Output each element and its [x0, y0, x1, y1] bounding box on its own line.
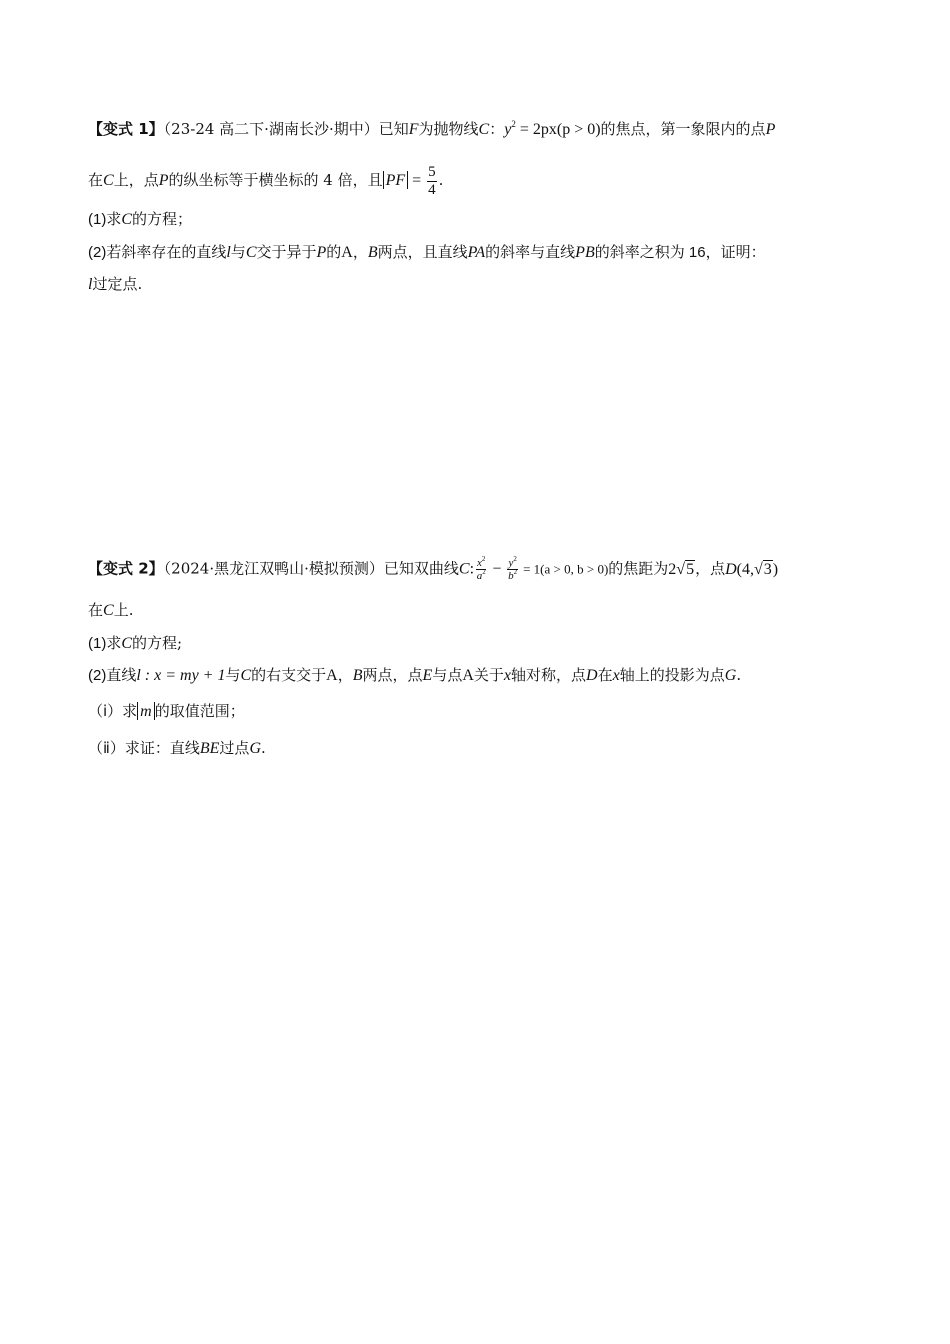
text: 在: [88, 171, 104, 189]
math-B: B: [367, 244, 378, 261]
exponent: 2: [482, 568, 486, 577]
text: .: [261, 739, 266, 757]
abs-m: [137, 702, 155, 720]
math-C: C: [245, 244, 257, 261]
condition: = 1(a > 0, b > 0): [519, 561, 609, 577]
text: 两点，且直线: [377, 243, 468, 261]
variant2-subquestion-ii: [88, 737, 266, 760]
minus: −: [488, 560, 506, 578]
text: 为抛物线: [418, 120, 479, 138]
math-A: A: [462, 667, 474, 684]
variant1-source: （23-24 高二下·湖南长沙·期中）: [163, 120, 379, 138]
math-G: G: [249, 740, 261, 757]
math-C: C: [478, 121, 490, 138]
text: 上.: [113, 601, 134, 619]
text: 轴对称，点: [511, 666, 587, 684]
text: ，: [337, 666, 353, 684]
denominator: 4: [428, 181, 436, 198]
text: .: [438, 171, 444, 189]
math-x: x: [503, 667, 512, 684]
text: 的斜率与直线: [485, 243, 576, 261]
text: 已知: [378, 120, 409, 138]
math-D: D: [725, 560, 737, 578]
math-C: C: [458, 560, 470, 578]
fraction-5-4: [427, 164, 437, 198]
line-equation: l : x = my + 1: [136, 667, 226, 684]
math-y: y: [508, 557, 514, 569]
math-C: C: [121, 211, 133, 228]
math-x: x: [477, 557, 482, 569]
math-C: C: [103, 602, 114, 619]
variant2-source: （2024·黑龙江双鸭山·模拟预测）: [163, 559, 384, 578]
text: 与: [225, 666, 241, 684]
math-y: y: [504, 121, 512, 138]
text: ，点: [695, 559, 726, 578]
text: 的纵坐标等于横坐标的 4 倍，且: [168, 171, 383, 189]
text: 过点: [219, 739, 250, 757]
text: (1)求: [88, 211, 122, 228]
math-PA: PA: [467, 244, 486, 261]
math-a: a: [476, 570, 483, 583]
variant1-question2-cont: [88, 273, 142, 296]
variant2-tag: 【变式 2】: [88, 559, 164, 578]
math-E: E: [422, 667, 433, 684]
text: 的取值范围；: [154, 702, 245, 720]
numerator: 5: [428, 164, 436, 180]
math-l: l: [88, 276, 93, 293]
text: :: [469, 560, 475, 578]
variant1-line1: [88, 118, 775, 141]
math-D: D: [586, 667, 598, 684]
text: (1)求: [88, 635, 122, 652]
exponent: 2: [513, 555, 517, 563]
math-C: C: [103, 172, 114, 189]
text: 与: [230, 243, 246, 261]
math-A: A: [326, 667, 338, 684]
math-BE: BE: [199, 740, 220, 757]
variant2-line2: [88, 599, 133, 622]
text: 关于: [473, 666, 504, 684]
math-b: b: [508, 570, 514, 583]
math-P: P: [316, 244, 327, 261]
parabola-equation: [504, 121, 600, 138]
text: ：: [489, 120, 505, 138]
math-P: P: [158, 172, 169, 189]
math-m: m: [140, 703, 152, 720]
text: 在: [88, 601, 104, 619]
radicand: 5: [686, 560, 695, 578]
text: 的: [326, 243, 342, 261]
math-C: C: [240, 667, 252, 684]
fraction-y2-b2: [507, 557, 517, 582]
point-D: D(4,√3): [725, 560, 779, 578]
text: 的方程；: [132, 210, 193, 228]
text: 交于异于: [256, 243, 317, 261]
radicand: 3: [763, 560, 772, 578]
variant1-question1: [88, 208, 192, 231]
math-A: A: [341, 244, 353, 261]
text: 与点: [432, 666, 463, 684]
variant1-line2: [88, 164, 443, 198]
equals: =: [408, 172, 426, 189]
text: 轴上的投影为点: [619, 666, 725, 684]
paren: ): [772, 560, 779, 578]
variant2-subquestion-i: [88, 700, 245, 723]
variant2-line1: [88, 557, 778, 582]
text: 上，点: [113, 171, 159, 189]
variant1-tag: 【变式 1】: [88, 120, 164, 138]
text: （ⅰ）求: [88, 703, 138, 720]
text: 过定点.: [92, 275, 143, 293]
exponent: 2: [481, 555, 486, 563]
math-x: x: [612, 667, 620, 684]
text: 在: [597, 666, 613, 684]
text: 的焦距为: [608, 559, 669, 578]
math-C: C: [121, 635, 133, 652]
math-B: B: [352, 667, 363, 684]
text: (2)直线: [88, 667, 137, 684]
text: ，: [352, 243, 368, 261]
coefficient: 2: [668, 560, 677, 578]
text: .: [736, 666, 742, 684]
exponent: 2: [511, 119, 516, 129]
equation-rest: = 2px(p > 0): [515, 121, 601, 138]
fraction-x2-a2: [476, 557, 486, 582]
math-PB: PB: [575, 244, 595, 261]
math-P: P: [765, 121, 776, 138]
text: 两点，点: [362, 666, 423, 684]
two-sqrt5: 2√5: [668, 560, 695, 578]
coords: (4,: [736, 560, 754, 578]
text: （ⅱ）求证：直线: [88, 740, 200, 757]
text: 已知双曲线: [383, 559, 459, 578]
variant2-question2: [88, 664, 741, 687]
exponent: 2: [513, 568, 518, 577]
math-PF: PF: [385, 172, 406, 189]
variant1-question2: [88, 241, 766, 264]
text: 的斜率之积为 16，证明：: [594, 244, 766, 261]
math-G: G: [724, 667, 737, 684]
variant2-question1: [88, 632, 182, 655]
math-l: l: [226, 244, 231, 261]
text: 的方程;: [132, 634, 183, 652]
text: 的右支交于: [251, 666, 327, 684]
abs-PF: [383, 171, 409, 189]
text: (2)若斜率存在的直线: [88, 244, 227, 261]
text: 的焦点，第一象限内的点: [600, 120, 766, 138]
math-F: F: [408, 121, 419, 138]
